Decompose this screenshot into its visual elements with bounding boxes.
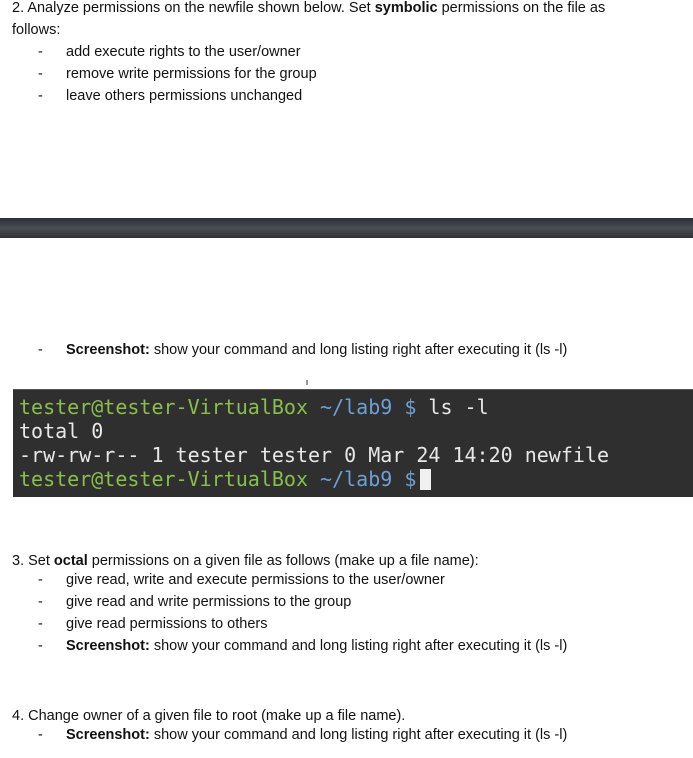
screenshot-instruction — [66, 727, 567, 743]
bullet-dash: - — [38, 616, 43, 632]
terminal-prompt-line — [19, 467, 431, 491]
list-item: leave others permissions unchanged — [66, 88, 303, 104]
terminal-total: total 0 — [19, 419, 104, 443]
question-2-text: 2. Analyze permissions on the newfile shown below. Set — [12, 0, 375, 16]
bullet-dash: - — [38, 88, 43, 104]
bullet-dash: - — [38, 44, 43, 60]
octal-keyword: octal — [53, 553, 88, 569]
bullet-dash: - — [38, 342, 43, 358]
terminal-command: ls -l — [428, 395, 489, 419]
screenshot-label: Screenshot: — [66, 342, 150, 358]
screenshot-text: show your command and long listing right after executing it (ls -l) — [149, 727, 568, 743]
prompt-path: ~/lab9 $ — [307, 395, 429, 419]
screenshot-label: Screenshot: — [66, 727, 150, 743]
bullet-dash: - — [38, 594, 43, 610]
question-2-line-1 — [12, 0, 605, 19]
symbolic-keyword: symbolic — [374, 0, 438, 16]
bullet-dash: - — [38, 66, 43, 82]
prompt-user: tester@tester-VirtualBox — [19, 467, 308, 491]
bullet-dash: - — [38, 727, 43, 743]
screenshot-instruction — [66, 342, 567, 358]
tick-mark — [306, 380, 308, 385]
screenshot-label: Screenshot: — [66, 638, 150, 654]
question-2-line-2: follows: — [12, 22, 61, 38]
question-3-text: 3. Set — [12, 553, 54, 569]
screenshot-text: show your command and long listing right after executing it (ls -l) — [149, 638, 568, 654]
question-2-text-cont: permissions on the file as — [437, 0, 606, 16]
list-item: remove write permissions for the group — [66, 66, 317, 82]
terminal-screenshot — [13, 389, 693, 497]
list-item: give read and write permissions to the group — [66, 594, 352, 610]
list-item: add execute rights to the user/owner — [66, 44, 301, 60]
question-4: 4. Change owner of a given file to root (make up a file name). — [12, 708, 406, 724]
terminal-cursor — [420, 469, 431, 490]
bullet-dash: - — [38, 572, 43, 588]
screenshot-text: show your command and long listing right after executing it (ls -l) — [149, 342, 568, 358]
prompt-user: tester@tester-VirtualBox — [19, 395, 308, 419]
terminal-listing: -rw-rw-r-- 1 tester tester 0 Mar 24 14:20 newfile — [19, 443, 610, 467]
bullet-dash: - — [38, 638, 43, 654]
screenshot-instruction — [66, 638, 567, 654]
list-item: give read, write and execute permissions to the user/owner — [66, 572, 445, 588]
prompt-path: ~/lab9 $ — [307, 467, 417, 491]
question-3-text-cont: permissions on a given file as follows (make up a file name): — [87, 553, 479, 569]
question-3 — [12, 550, 479, 572]
list-item: give read permissions to others — [66, 616, 268, 632]
terminal-command-line — [19, 395, 489, 419]
divider-bar — [0, 218, 693, 238]
